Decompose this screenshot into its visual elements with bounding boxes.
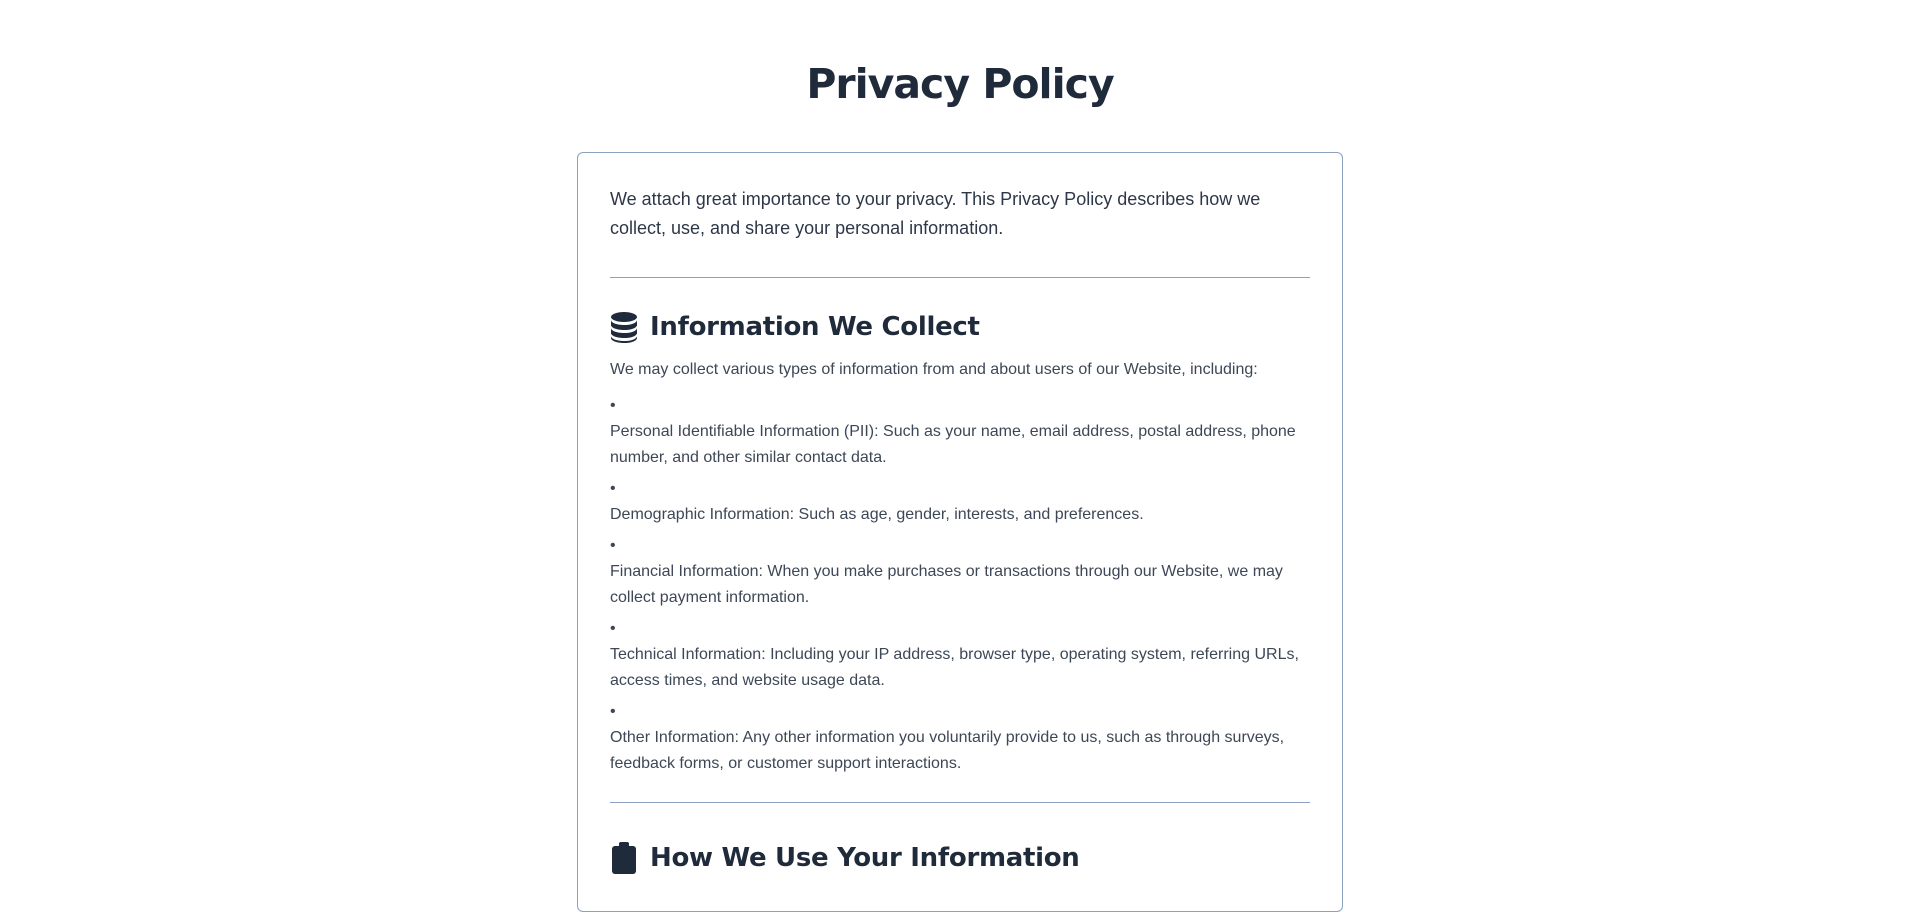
collected-info-list bbox=[610, 396, 1310, 777]
bullet-icon: • bbox=[610, 703, 616, 720]
section-header-information-we-collect bbox=[610, 310, 1310, 344]
section-title: How We Use Your Information bbox=[650, 843, 1080, 873]
bullet-icon: • bbox=[610, 397, 616, 414]
list-item bbox=[610, 702, 1310, 777]
section-title: Information We Collect bbox=[650, 312, 980, 342]
section-divider bbox=[610, 802, 1310, 803]
list-item-text: Other Information: Any other information you voluntarily provide to us, such as through surveys, feedback forms, or customer support interactions. bbox=[610, 729, 1285, 772]
bullet-icon: • bbox=[610, 537, 616, 554]
list-item-text: Personal Identifiable Information (PII): Such as your name, email address, postal address, phone number, and other similar contact data. bbox=[610, 423, 1296, 466]
list-item bbox=[610, 619, 1310, 694]
section-header-how-we-use bbox=[610, 841, 1310, 875]
page-title: Privacy Policy bbox=[806, 60, 1114, 108]
section-divider bbox=[610, 277, 1310, 278]
clipboard-icon bbox=[610, 842, 638, 874]
intro-text: We attach great importance to your privacy. This Privacy Policy describes how we collect, use, and share your personal information. bbox=[610, 189, 1261, 238]
list-item-text: Demographic Information: Such as age, gender, interests, and preferences. bbox=[610, 506, 1144, 523]
policy-card bbox=[577, 152, 1343, 912]
database-icon bbox=[610, 311, 638, 343]
section-lead-text: We may collect various types of information from and about users of our Website, including: bbox=[610, 361, 1258, 378]
list-item bbox=[610, 479, 1310, 528]
bullet-icon: • bbox=[610, 480, 616, 497]
list-item-text: Financial Information: When you make purchases or transactions through our Website, we may collect payment information. bbox=[610, 563, 1283, 606]
list-item-text: Technical Information: Including your IP address, browser type, operating system, referring URLs, access times, and website usage data. bbox=[610, 646, 1299, 689]
bullet-icon: • bbox=[610, 620, 616, 637]
list-item bbox=[610, 536, 1310, 611]
list-item bbox=[610, 396, 1310, 471]
